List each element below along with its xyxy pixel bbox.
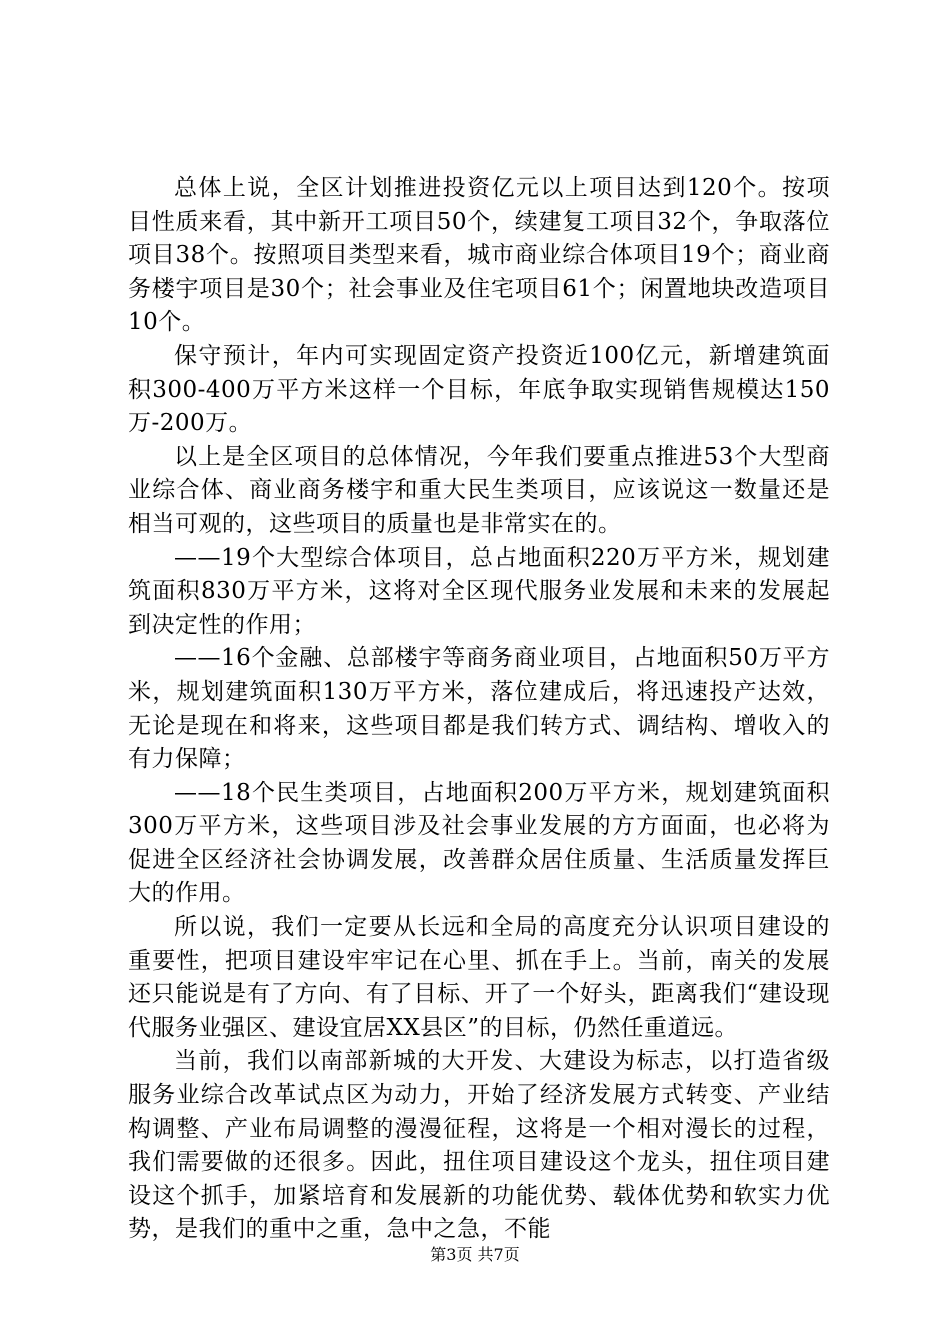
paragraph-3: 以上是全区项目的总体情况，今年我们要重点推进53个大型商业综合体、商业商务楼宇和重大民生类项目，应该说这一数量还是相当可观的，这些项目的质量也是非常实在的。 — [128, 443, 830, 537]
paragraph-7: 所以说，我们一定要从长远和全局的高度充分认识项目建设的重要性，把项目建设牢牢记在心里、抓在手上。当前，南关的发展还只能说是有了方向、有了目标、开了一个好头，距离我们“建设现代服务业强区、建设宜居XX县区”的目标，仍然任重道远。 — [128, 914, 830, 1041]
page-footer: 第3页 共7页 — [430, 1245, 520, 1264]
paragraph-8: 当前，我们以南部新城的大开发、大建设为标志，以打造省级服务业综合改革试点区为动力，开始了经济发展方式转变、产业结构调整、产业布局调整的漫漫征程，这将是一个相对漫长的过程，我们需要做的还很多。因此，扭住项目建设这个龙头，扭住项目建设这个抓手，加紧培育和发展新的功能优势、载体优势和软实力优势，是我们的重中之重，急中之急，不能 — [128, 1048, 830, 1243]
paragraph-5: ——16个金融、总部楼宇等商务商业项目，占地面积50万平方米，规划建筑面积130万平方米，落位建成后，将迅速投产达效，无论是现在和将来，这些项目都是我们转方式、调结构、增收入的有力保障； — [128, 645, 830, 773]
body-text — [128, 172, 830, 1247]
paragraph-2: 保守预计，年内可实现固定资产投资近100亿元，新增建筑面积300-400万平方米这样一个目标，年底争取实现销售规模达150万-200万。 — [128, 342, 830, 437]
paragraph-4: ——19个大型综合体项目，总占地面积220万平方米，规划建筑面积830万平方米，这将对全区现代服务业发展和未来的发展起到决定性的作用； — [128, 544, 830, 638]
paragraph-6: ——18个民生类项目，占地面积200万平方米，规划建筑面积300万平方米，这些项目涉及社会事业发展的方方面面，也必将为促进全区经济社会协调发展，改善群众居住质量、生活质量发挥巨大的作用。 — [128, 779, 830, 907]
paragraph-1: 总体上说，全区计划推进投资亿元以上项目达到120个。按项目性质来看，其中新开工项目50个，续建复工项目32个，争取落位项目38个。按照项目类型来看，城市商业综合体项目19个；商业商务楼宇项目是30个；社会事业及住宅项目61个；闲置地块改造项目10个。 — [128, 175, 830, 336]
